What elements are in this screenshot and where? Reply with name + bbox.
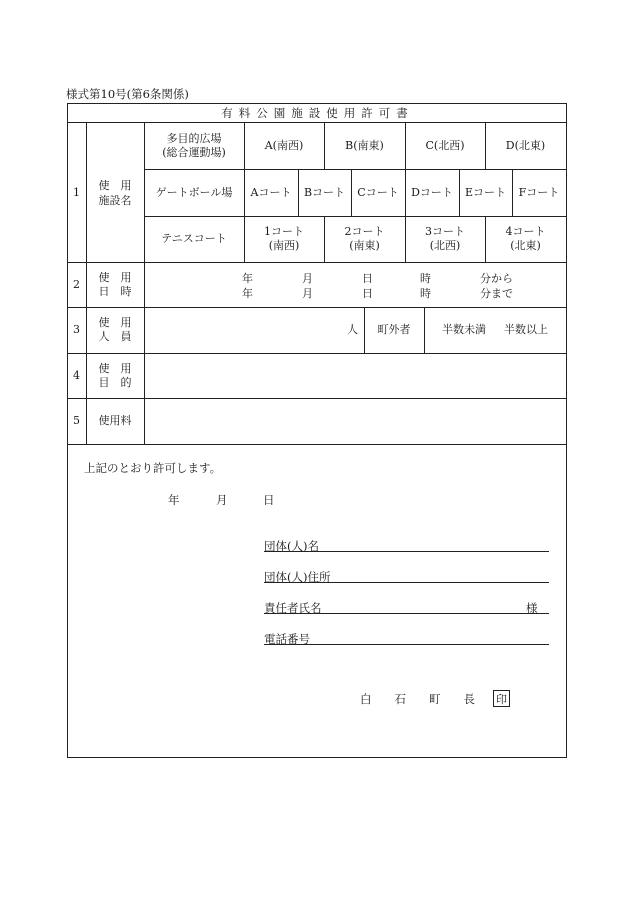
permission-statement: 上記のとおり許可します。 — [84, 461, 222, 475]
row-label-fee: 使用料 — [98, 414, 132, 427]
row-number-3: 3 — [73, 323, 80, 336]
tennis-court-area: (南東) — [349, 239, 380, 252]
facility-gateball-name: ゲートボール場 — [155, 185, 233, 199]
plaza-area-c[interactable]: C(北西) — [425, 138, 465, 152]
tennis-court-label: 2コート — [344, 225, 385, 238]
gateball-court-b[interactable]: Bコート — [303, 185, 346, 199]
dt-year: 年 — [242, 287, 253, 300]
gateball-court-d[interactable]: Dコート — [411, 185, 453, 199]
mayor-char-1: 白 — [360, 691, 372, 706]
dt-month: 月 — [302, 287, 313, 300]
dt-month: 月 — [302, 272, 313, 285]
group-name-label: 団体(人)名 — [264, 539, 319, 553]
dt-hour: 時 — [420, 272, 431, 285]
dt-hour: 時 — [420, 287, 431, 300]
row-label-purpose — [86, 353, 144, 398]
row-label-line2: 日 時 — [98, 284, 132, 298]
phone-label: 電話番号 — [264, 632, 310, 646]
purpose-field[interactable] — [145, 354, 566, 398]
dt-until: 分まで — [480, 287, 513, 300]
tennis-court-label: 1コート — [264, 225, 304, 238]
form-title: 有料公園施設使用許可書 — [221, 105, 414, 120]
group-name-field[interactable] — [264, 551, 549, 552]
group-address-field[interactable] — [264, 582, 549, 583]
dt-day: 日 — [362, 272, 373, 285]
tennis-court-3[interactable] — [405, 216, 485, 262]
date-month: 月 — [216, 493, 228, 507]
row-label-facility — [86, 122, 144, 263]
facility-plaza-name — [144, 122, 244, 169]
persons-count-field[interactable] — [144, 307, 364, 353]
fee-field[interactable] — [145, 399, 566, 444]
mayor-signature — [360, 690, 510, 707]
persons-unit: 人 — [347, 323, 358, 336]
row-label-persons — [86, 307, 144, 353]
group-address-label: 団体(人)住所 — [264, 570, 331, 584]
phone-field[interactable] — [264, 644, 549, 645]
row-label-line1: 使 用 — [98, 361, 132, 375]
plaza-area-a[interactable]: A(南西) — [264, 138, 304, 152]
gateball-court-a[interactable]: Aコート — [250, 185, 292, 199]
tennis-court-2[interactable] — [324, 216, 405, 262]
plaza-area-d[interactable]: D(北東) — [505, 138, 546, 152]
tennis-court-label: 3コート — [425, 225, 465, 238]
row-label-datetime — [86, 262, 144, 307]
tennis-court-4[interactable] — [485, 216, 566, 262]
honorific-sama: 様 — [526, 601, 538, 615]
representative-name-field[interactable] — [264, 613, 549, 614]
row-label-line1: 使 用 — [98, 178, 132, 192]
mayor-char-3: 町 — [429, 691, 441, 706]
mayor-char-2: 石 — [394, 691, 406, 706]
row-number-5: 5 — [73, 414, 80, 427]
tennis-court-label: 4コート — [505, 225, 546, 238]
dt-from: 分から — [480, 272, 513, 285]
row-number-1: 1 — [73, 185, 80, 199]
row-label-line2: 人 員 — [98, 330, 132, 343]
seal-icon: 印 — [493, 690, 510, 707]
plaza-name-line2: (総合運動場) — [162, 145, 226, 159]
row-number-2: 2 — [73, 277, 80, 291]
date-day: 日 — [263, 493, 275, 507]
row-label-line1: 使 用 — [98, 316, 132, 329]
tennis-court-area: (南西) — [268, 239, 300, 252]
tennis-court-1[interactable] — [244, 216, 324, 262]
gateball-court-f[interactable]: Fコート — [518, 185, 560, 199]
mayor-char-4: 長 — [463, 691, 475, 706]
outside-residents-label: 町外者 — [377, 323, 411, 336]
representative-name-label: 責任者氏名 — [264, 601, 322, 615]
row-label-line1: 使 用 — [98, 270, 132, 284]
row-number-4: 4 — [73, 368, 80, 382]
date-year: 年 — [168, 493, 180, 507]
row-label-line2: 施設名 — [98, 193, 132, 207]
form-number-label: 様式第10号(第6条関係) — [66, 87, 189, 101]
dt-day: 日 — [362, 287, 373, 300]
option-less-than-half[interactable]: 半数未満 — [442, 323, 486, 336]
tennis-court-area: (北西) — [429, 239, 461, 252]
plaza-name-line1: 多目的広場 — [166, 131, 222, 145]
option-half-or-more[interactable]: 半数以上 — [504, 323, 548, 336]
row-label-line2: 目 的 — [98, 375, 132, 389]
tennis-court-area: (北東) — [510, 239, 541, 252]
gateball-court-e[interactable]: Eコート — [464, 185, 507, 199]
facility-tennis-name: テニスコート — [161, 232, 227, 245]
plaza-area-b[interactable]: B(南東) — [345, 138, 384, 152]
gateball-court-c[interactable]: Cコート — [357, 185, 399, 199]
outside-ratio-options — [424, 307, 566, 353]
dt-year: 年 — [242, 272, 253, 285]
